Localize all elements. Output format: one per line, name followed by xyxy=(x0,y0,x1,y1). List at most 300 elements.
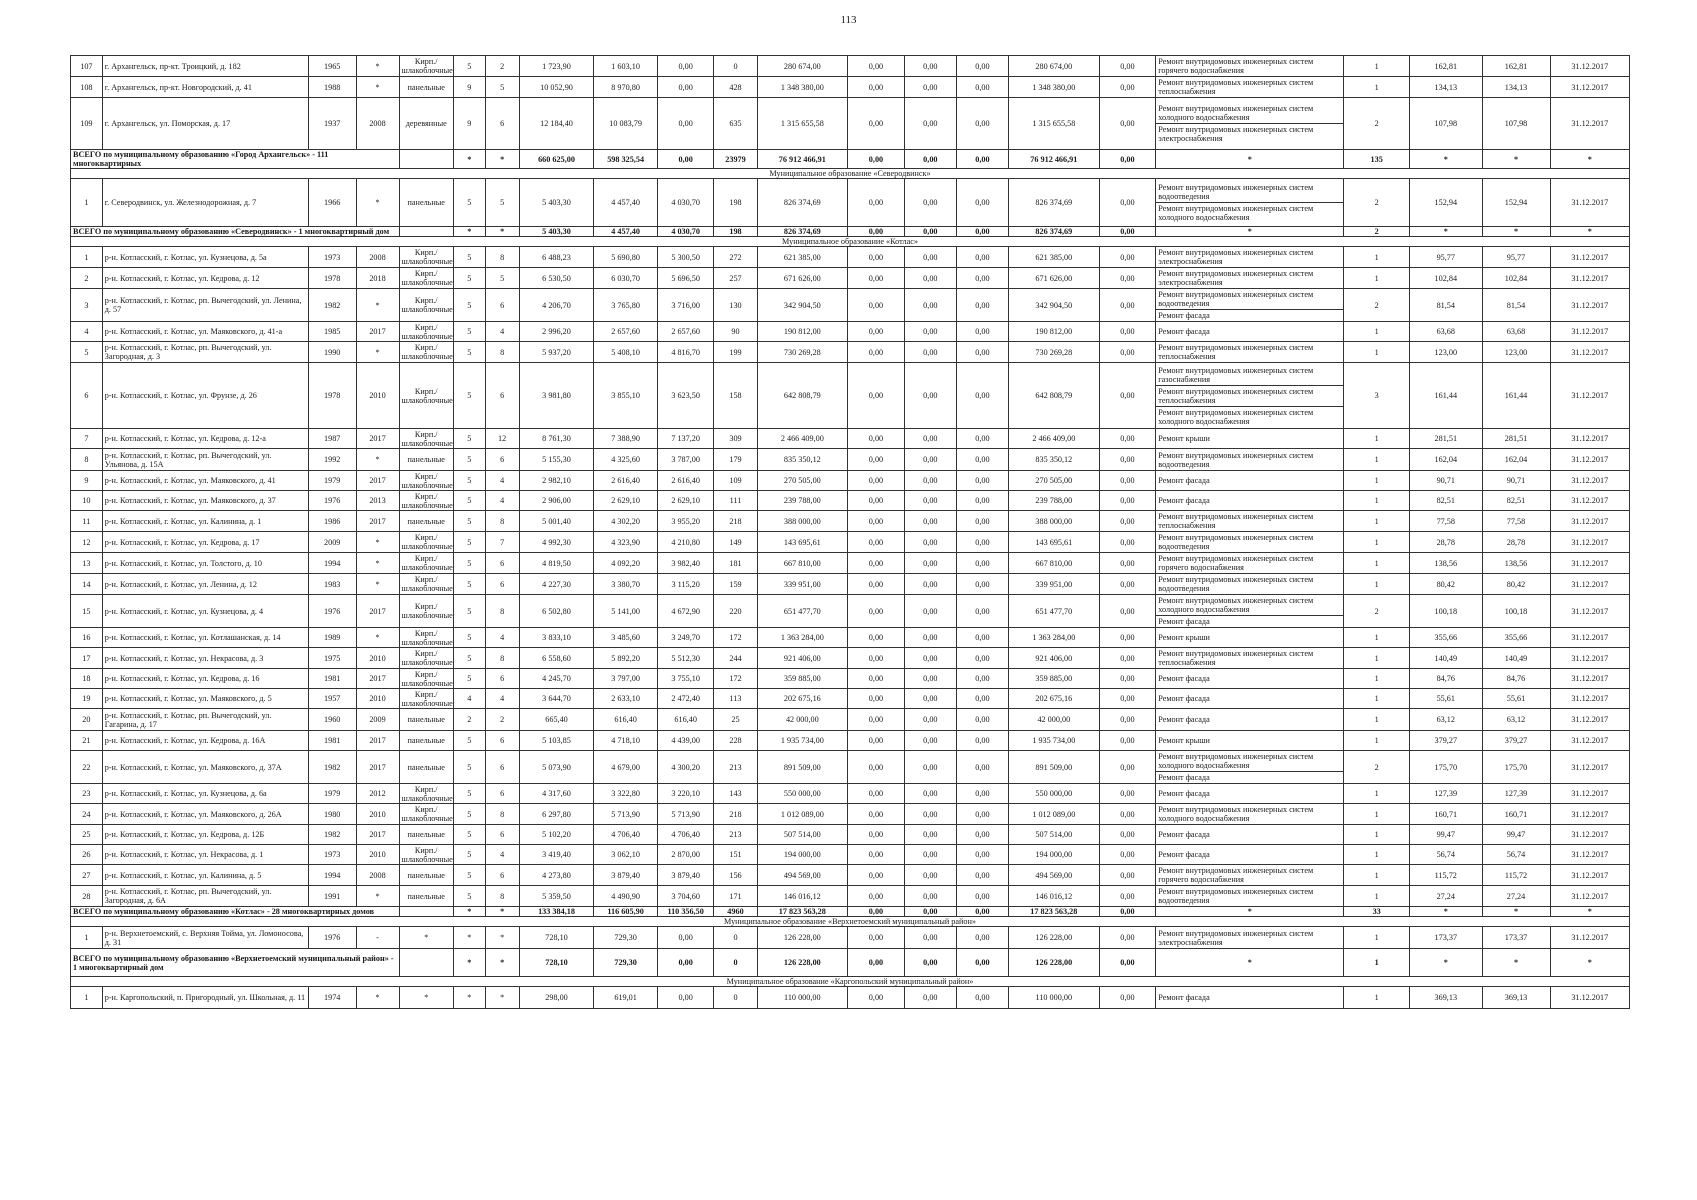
cell-date: 31.12.2017 xyxy=(1550,865,1630,886)
cell-y2: 2017 xyxy=(356,669,399,689)
cell-n: 1 xyxy=(1344,449,1410,471)
cell-c3: 0,00 xyxy=(904,553,956,574)
cell-res: 220 xyxy=(714,595,757,628)
cell-a2: 10 083,79 xyxy=(594,98,657,150)
work-item: Ремонт фасада xyxy=(1158,674,1210,683)
total-cell: * xyxy=(485,949,519,977)
cell-en: 5 xyxy=(485,77,519,98)
row-number: 25 xyxy=(71,825,103,845)
works-cell xyxy=(1156,825,1344,845)
cell-c3: 0,00 xyxy=(904,363,956,429)
cell-p1: 90,71 xyxy=(1410,471,1483,491)
total-cell-c3: 0,00 xyxy=(904,150,956,169)
address-cell: р-н. Котласский, г. Котлас, рп. Вычегодский, ул. Ленина, д. 57 xyxy=(102,289,308,322)
cell-a3: 7 137,20 xyxy=(657,429,714,449)
cell-c4: 0,00 xyxy=(956,429,1008,449)
cell-fl: 5 xyxy=(453,532,485,553)
work-item: Ремонт внутридомовых инженерных систем теплоснабжения xyxy=(1158,649,1314,667)
cell-c4: 0,00 xyxy=(956,471,1008,491)
cell-c1: 921 406,00 xyxy=(757,648,848,669)
cell-a3: 0,00 xyxy=(657,927,714,949)
cell-en: 5 xyxy=(485,179,519,227)
cell-p1: 55,61 xyxy=(1410,689,1483,709)
total-cell-c5: 126 228,00 xyxy=(1009,949,1100,977)
work-item: Ремонт внутридомовых инженерных систем водоотведения xyxy=(1158,575,1314,593)
cell-c6: 0,00 xyxy=(1099,987,1156,1009)
cell-y1: 1978 xyxy=(308,268,356,289)
cell-p2: 369,13 xyxy=(1482,987,1550,1009)
cell-c3: 0,00 xyxy=(904,247,956,268)
cell-c4: 0,00 xyxy=(956,784,1008,804)
cell-fl: 5 xyxy=(453,784,485,804)
cell-date: 31.12.2017 xyxy=(1550,553,1630,574)
cell-a1: 2 996,20 xyxy=(519,322,594,342)
cell-en: 2 xyxy=(485,709,519,731)
cell-y1: 1991 xyxy=(308,886,356,907)
cell-p2: 173,37 xyxy=(1482,927,1550,949)
cell-date: 31.12.2017 xyxy=(1550,491,1630,511)
table-row xyxy=(71,56,1630,77)
cell-date: 31.12.2017 xyxy=(1550,98,1630,150)
cell-fl: 2 xyxy=(453,709,485,731)
work-item: Ремонт фасада xyxy=(1158,496,1210,505)
total-cell: * xyxy=(453,227,485,237)
cell-mat: Кирп./шлакоблочные xyxy=(399,689,453,709)
cell-y1: 1979 xyxy=(308,471,356,491)
works-cell xyxy=(1156,731,1344,751)
cell-p1: 152,94 xyxy=(1410,179,1483,227)
table-row xyxy=(71,247,1630,268)
cell-c5: 651 477,70 xyxy=(1009,595,1100,628)
total-cell-w: * xyxy=(1156,949,1344,977)
cell-c6: 0,00 xyxy=(1099,784,1156,804)
cell-c2: 0,00 xyxy=(848,751,905,784)
cell-c3: 0,00 xyxy=(904,429,956,449)
cell-c6: 0,00 xyxy=(1099,628,1156,648)
table-row xyxy=(71,731,1630,751)
cell-c5: 921 406,00 xyxy=(1009,648,1100,669)
table-row xyxy=(71,179,1630,227)
cell-res: 172 xyxy=(714,669,757,689)
cell-a2: 729,30 xyxy=(594,927,657,949)
cell-p2: 28,78 xyxy=(1482,532,1550,553)
cell-p1: 28,78 xyxy=(1410,532,1483,553)
cell-a3: 3 716,00 xyxy=(657,289,714,322)
cell-a1: 3 833,10 xyxy=(519,628,594,648)
work-item: Ремонт фасада xyxy=(1158,789,1210,798)
cell-n: 1 xyxy=(1344,709,1410,731)
cell-a2: 4 323,90 xyxy=(594,532,657,553)
cell-p1: 63,68 xyxy=(1410,322,1483,342)
cell-c1: 342 904,50 xyxy=(757,289,848,322)
cell-c6: 0,00 xyxy=(1099,429,1156,449)
cell-p2: 55,61 xyxy=(1482,689,1550,709)
cell-en: 4 xyxy=(485,471,519,491)
cell-c1: 194 000,00 xyxy=(757,845,848,865)
cell-c5: 494 569,00 xyxy=(1009,865,1100,886)
cell-res: 109 xyxy=(714,471,757,491)
cell-c1: 146 016,12 xyxy=(757,886,848,907)
cell-res: 218 xyxy=(714,511,757,532)
cell-c1: 143 695,61 xyxy=(757,532,848,553)
address-cell: р-н. Котласский, г. Котлас, ул. Кедрова, д. 17 xyxy=(102,532,308,553)
cell-c3: 0,00 xyxy=(904,532,956,553)
cell-y1: 1992 xyxy=(308,449,356,471)
cell-c4: 0,00 xyxy=(956,56,1008,77)
cell-c5: 110 000,00 xyxy=(1009,987,1100,1009)
table-row xyxy=(71,471,1630,491)
cell-c1: 190 812,00 xyxy=(757,322,848,342)
address-cell: г. Северодвинск, ул. Железнодорожная, д. 7 xyxy=(102,179,308,227)
cell-a2: 616,40 xyxy=(594,709,657,731)
cell-c5: 190 812,00 xyxy=(1009,322,1100,342)
cell-c3: 0,00 xyxy=(904,289,956,322)
cell-c3: 0,00 xyxy=(904,342,956,363)
table-row xyxy=(71,987,1630,1009)
cell-a2: 3 485,60 xyxy=(594,628,657,648)
cell-fl: 5 xyxy=(453,595,485,628)
cell-y1: 1937 xyxy=(308,98,356,150)
cell-n: 1 xyxy=(1344,987,1410,1009)
work-item: Ремонт внутридомовых инженерных систем горячего водоснабжения xyxy=(1158,866,1314,884)
cell-a3: 4 816,70 xyxy=(657,342,714,363)
cell-y1: 1987 xyxy=(308,429,356,449)
cell-a3: 4 439,00 xyxy=(657,731,714,751)
total-cell-c5: 17 823 563,28 xyxy=(1009,907,1100,917)
cell-a3: 5 512,30 xyxy=(657,648,714,669)
cell-fl: 5 xyxy=(453,804,485,825)
cell-res: 228 xyxy=(714,731,757,751)
works-cell xyxy=(1156,648,1344,669)
cell-y2: * xyxy=(356,532,399,553)
total-cell-a1: 133 384,18 xyxy=(519,907,594,917)
cell-fl: 5 xyxy=(453,845,485,865)
total-cell-p1: * xyxy=(1410,227,1483,237)
cell-c6: 0,00 xyxy=(1099,179,1156,227)
cell-en: 6 xyxy=(485,98,519,150)
cell-c1: 359 885,00 xyxy=(757,669,848,689)
total-cell-a2: 598 325,54 xyxy=(594,150,657,169)
cell-p1: 100,18 xyxy=(1410,595,1483,628)
cell-date: 31.12.2017 xyxy=(1550,886,1630,907)
cell-c5: 342 904,50 xyxy=(1009,289,1100,322)
row-number: 15 xyxy=(71,595,103,628)
cell-res: 158 xyxy=(714,363,757,429)
cell-en: 8 xyxy=(485,804,519,825)
row-number: 10 xyxy=(71,491,103,511)
cell-c6: 0,00 xyxy=(1099,574,1156,595)
cell-n: 1 xyxy=(1344,247,1410,268)
cell-mat: панельные xyxy=(399,751,453,784)
cell-c5: 2 466 409,00 xyxy=(1009,429,1100,449)
cell-c5: 891 509,00 xyxy=(1009,751,1100,784)
cell-date: 31.12.2017 xyxy=(1550,845,1630,865)
cell-p1: 102,84 xyxy=(1410,268,1483,289)
cell-c1: 621 385,00 xyxy=(757,247,848,268)
work-item: Ремонт внутридомовых инженерных систем холодного водоснабжения xyxy=(1156,751,1343,772)
cell-c4: 0,00 xyxy=(956,511,1008,532)
cell-c2: 0,00 xyxy=(848,268,905,289)
cell-c5: 1 935 734,00 xyxy=(1009,731,1100,751)
cell-c1: 667 810,00 xyxy=(757,553,848,574)
works-cell xyxy=(1156,886,1344,907)
cell-c6: 0,00 xyxy=(1099,342,1156,363)
cell-en: 2 xyxy=(485,56,519,77)
row-number: 16 xyxy=(71,628,103,648)
cell-c2: 0,00 xyxy=(848,289,905,322)
cell-c2: 0,00 xyxy=(848,429,905,449)
table-row xyxy=(71,532,1630,553)
cell-n: 1 xyxy=(1344,628,1410,648)
cell-res: 198 xyxy=(714,179,757,227)
cell-c1: 507 514,00 xyxy=(757,825,848,845)
cell-c4: 0,00 xyxy=(956,804,1008,825)
cell-c5: 835 350,12 xyxy=(1009,449,1100,471)
table-row xyxy=(71,595,1630,628)
cell-fl: 5 xyxy=(453,268,485,289)
cell-a1: 4 206,70 xyxy=(519,289,594,322)
cell-n: 2 xyxy=(1344,751,1410,784)
cell-a2: 3 062,10 xyxy=(594,845,657,865)
cell-a1: 2 906,00 xyxy=(519,491,594,511)
row-number: 1 xyxy=(71,179,103,227)
cell-p2: 81,54 xyxy=(1482,289,1550,322)
cell-a2: 7 388,90 xyxy=(594,429,657,449)
work-item: Ремонт внутридомовых инженерных систем холодного водоснабжения xyxy=(1158,407,1314,426)
cell-c2: 0,00 xyxy=(848,628,905,648)
table-row xyxy=(71,648,1630,669)
cell-c1: 239 788,00 xyxy=(757,491,848,511)
cell-c4: 0,00 xyxy=(956,648,1008,669)
row-number: 12 xyxy=(71,532,103,553)
cell-y1: 1965 xyxy=(308,56,356,77)
cell-c2: 0,00 xyxy=(848,669,905,689)
cell-a1: 8 761,30 xyxy=(519,429,594,449)
cell-c1: 42 000,00 xyxy=(757,709,848,731)
cell-n: 2 xyxy=(1344,289,1410,322)
address-cell: р-н. Котласский, г. Котлас, рп. Вычегодский, ул. Гагарина, д. 17 xyxy=(102,709,308,731)
cell-p1: 162,04 xyxy=(1410,449,1483,471)
cell-p1: 127,39 xyxy=(1410,784,1483,804)
works-cell xyxy=(1156,574,1344,595)
cell-c4: 0,00 xyxy=(956,709,1008,731)
cell-fl: 9 xyxy=(453,77,485,98)
section-title: Муниципальное образование «Северодвинск» xyxy=(71,169,1630,179)
row-number: 11 xyxy=(71,511,103,532)
cell-y1: 1981 xyxy=(308,731,356,751)
cell-p2: 162,81 xyxy=(1482,56,1550,77)
table-row xyxy=(71,322,1630,342)
cell-n: 1 xyxy=(1344,553,1410,574)
cell-res: 0 xyxy=(714,927,757,949)
cell-en: 6 xyxy=(485,731,519,751)
cell-a2: 4 302,20 xyxy=(594,511,657,532)
cell-c2: 0,00 xyxy=(848,804,905,825)
cell-p1: 115,72 xyxy=(1410,865,1483,886)
cell-c6: 0,00 xyxy=(1099,449,1156,471)
row-number: 1 xyxy=(71,927,103,949)
works-cell xyxy=(1156,179,1344,227)
total-cell-date: * xyxy=(1550,949,1630,977)
cell-a2: 3 879,40 xyxy=(594,865,657,886)
total-row xyxy=(71,949,1630,977)
cell-a2: 3 322,80 xyxy=(594,784,657,804)
cell-c4: 0,00 xyxy=(956,268,1008,289)
total-cell-c2: 0,00 xyxy=(848,949,905,977)
cell-c1: 280 674,00 xyxy=(757,56,848,77)
cell-y2: 2017 xyxy=(356,731,399,751)
cell-a3: 3 704,60 xyxy=(657,886,714,907)
cell-y2: 2017 xyxy=(356,751,399,784)
cell-res: 199 xyxy=(714,342,757,363)
cell-y2: 2012 xyxy=(356,784,399,804)
cell-mat: * xyxy=(399,987,453,1009)
total-label: ВСЕГО по муниципальному образованию «Город Архангельск» - 111 многоквартирных xyxy=(71,150,400,169)
cell-fl: 5 xyxy=(453,865,485,886)
cell-en: 4 xyxy=(485,322,519,342)
cell-c2: 0,00 xyxy=(848,511,905,532)
cell-c5: 239 788,00 xyxy=(1009,491,1100,511)
cell-p2: 80,42 xyxy=(1482,574,1550,595)
table-row xyxy=(71,491,1630,511)
cell-c6: 0,00 xyxy=(1099,845,1156,865)
table-row xyxy=(71,628,1630,648)
row-number: 8 xyxy=(71,449,103,471)
address-cell: г. Архангельск, пр-кт. Новгородский, д. 41 xyxy=(102,77,308,98)
cell-date: 31.12.2017 xyxy=(1550,471,1630,491)
cell-p1: 82,51 xyxy=(1410,491,1483,511)
cell-p1: 355,66 xyxy=(1410,628,1483,648)
table-row xyxy=(71,77,1630,98)
row-number: 107 xyxy=(71,56,103,77)
cell-c5: 126 228,00 xyxy=(1009,927,1100,949)
cell-en: 6 xyxy=(485,574,519,595)
row-number: 27 xyxy=(71,865,103,886)
cell-a1: 6 297,80 xyxy=(519,804,594,825)
cell-date: 31.12.2017 xyxy=(1550,322,1630,342)
address-cell: р-н. Котласский, г. Котлас, ул. Кедрова, д. 16А xyxy=(102,731,308,751)
cell-p2: 355,66 xyxy=(1482,628,1550,648)
cell-y2: - xyxy=(356,927,399,949)
cell-a1: 728,10 xyxy=(519,927,594,949)
cell-a1: 4 819,50 xyxy=(519,553,594,574)
total-cell-c3: 0,00 xyxy=(904,227,956,237)
address-cell: г. Архангельск, пр-кт. Троицкий, д. 182 xyxy=(102,56,308,77)
cell-en: 8 xyxy=(485,595,519,628)
cell-date: 31.12.2017 xyxy=(1550,449,1630,471)
cell-c3: 0,00 xyxy=(904,927,956,949)
cell-c1: 1 935 734,00 xyxy=(757,731,848,751)
cell-c3: 0,00 xyxy=(904,77,956,98)
cell-y1: 1978 xyxy=(308,363,356,429)
cell-c2: 0,00 xyxy=(848,491,905,511)
cell-y1: 1981 xyxy=(308,669,356,689)
cell-c5: 42 000,00 xyxy=(1009,709,1100,731)
cell-a1: 3 419,40 xyxy=(519,845,594,865)
cell-p2: 162,04 xyxy=(1482,449,1550,471)
address-cell: р-н. Котласский, г. Котлас, ул. Кедрова, д. 12-а xyxy=(102,429,308,449)
cell-c2: 0,00 xyxy=(848,927,905,949)
cell-c4: 0,00 xyxy=(956,669,1008,689)
cell-p1: 162,81 xyxy=(1410,56,1483,77)
cell-mat: Кирп./шлакоблочные xyxy=(399,784,453,804)
cell-mat: Кирп./шлакоблочные xyxy=(399,804,453,825)
address-cell: р-н. Котласский, г. Котлас, рп. Вычегодский, ул. Загородная, д. 3 xyxy=(102,342,308,363)
cell-p1: 95,77 xyxy=(1410,247,1483,268)
total-cell-c5: 826 374,69 xyxy=(1009,227,1100,237)
total-cell-n: 33 xyxy=(1344,907,1410,917)
total-cell-n: 2 xyxy=(1344,227,1410,237)
work-item: Ремонт внутридомовых инженерных систем холодного водоснабжения xyxy=(1156,103,1343,124)
cell-a1: 6 488,23 xyxy=(519,247,594,268)
work-item: Ремонт фасада xyxy=(1158,617,1210,626)
total-cell-p2: * xyxy=(1482,150,1550,169)
address-cell: р-н. Котласский, г. Котлас, ул. Кузнецова, д. 4 xyxy=(102,595,308,628)
cell-res: 130 xyxy=(714,289,757,322)
cell-fl: 5 xyxy=(453,247,485,268)
cell-c4: 0,00 xyxy=(956,342,1008,363)
cell-c5: 194 000,00 xyxy=(1009,845,1100,865)
cell-res: 25 xyxy=(714,709,757,731)
cell-c4: 0,00 xyxy=(956,532,1008,553)
cell-c3: 0,00 xyxy=(904,595,956,628)
cell-a1: 5 937,20 xyxy=(519,342,594,363)
cell-y1: 1980 xyxy=(308,804,356,825)
cell-a3: 3 249,70 xyxy=(657,628,714,648)
cell-c2: 0,00 xyxy=(848,709,905,731)
work-item: Ремонт внутридомовых инженерных систем холодного водоснабжения xyxy=(1156,595,1343,616)
cell-a1: 3 981,80 xyxy=(519,363,594,429)
total-cell: * xyxy=(485,907,519,917)
cell-res: 151 xyxy=(714,845,757,865)
works-cell xyxy=(1156,56,1344,77)
cell-mat: Кирп./шлакоблочные xyxy=(399,268,453,289)
cell-c5: 507 514,00 xyxy=(1009,825,1100,845)
row-number: 20 xyxy=(71,709,103,731)
cell-c4: 0,00 xyxy=(956,927,1008,949)
cell-mat: Кирп./шлакоблочные xyxy=(399,429,453,449)
row-number: 18 xyxy=(71,669,103,689)
cell-n: 1 xyxy=(1344,784,1410,804)
works-cell xyxy=(1156,342,1344,363)
cell-y1: 1982 xyxy=(308,751,356,784)
cell-c4: 0,00 xyxy=(956,751,1008,784)
cell-c6: 0,00 xyxy=(1099,322,1156,342)
cell-c5: 730 269,28 xyxy=(1009,342,1100,363)
cell-mat: Кирп./шлакоблочные xyxy=(399,628,453,648)
cell-p2: 82,51 xyxy=(1482,491,1550,511)
total-cell-a2: 729,30 xyxy=(594,949,657,977)
cell-a1: 4 992,30 xyxy=(519,532,594,553)
cell-a3: 3 879,40 xyxy=(657,865,714,886)
cell-date: 31.12.2017 xyxy=(1550,987,1630,1009)
cell-res: 635 xyxy=(714,98,757,150)
cell-mat: Кирп./шлакоблочные xyxy=(399,363,453,429)
cell-c3: 0,00 xyxy=(904,669,956,689)
table-row xyxy=(71,886,1630,907)
cell-c6: 0,00 xyxy=(1099,865,1156,886)
total-cell: * xyxy=(485,227,519,237)
row-number: 2 xyxy=(71,268,103,289)
cell-c1: 826 374,69 xyxy=(757,179,848,227)
works-cell xyxy=(1156,511,1344,532)
cell-date: 31.12.2017 xyxy=(1550,927,1630,949)
cell-c4: 0,00 xyxy=(956,289,1008,322)
cell-c5: 388 000,00 xyxy=(1009,511,1100,532)
cell-p2: 100,18 xyxy=(1482,595,1550,628)
address-cell: р-н. Котласский, г. Котлас, ул. Маяковского, д. 41-а xyxy=(102,322,308,342)
table-row xyxy=(71,363,1630,429)
